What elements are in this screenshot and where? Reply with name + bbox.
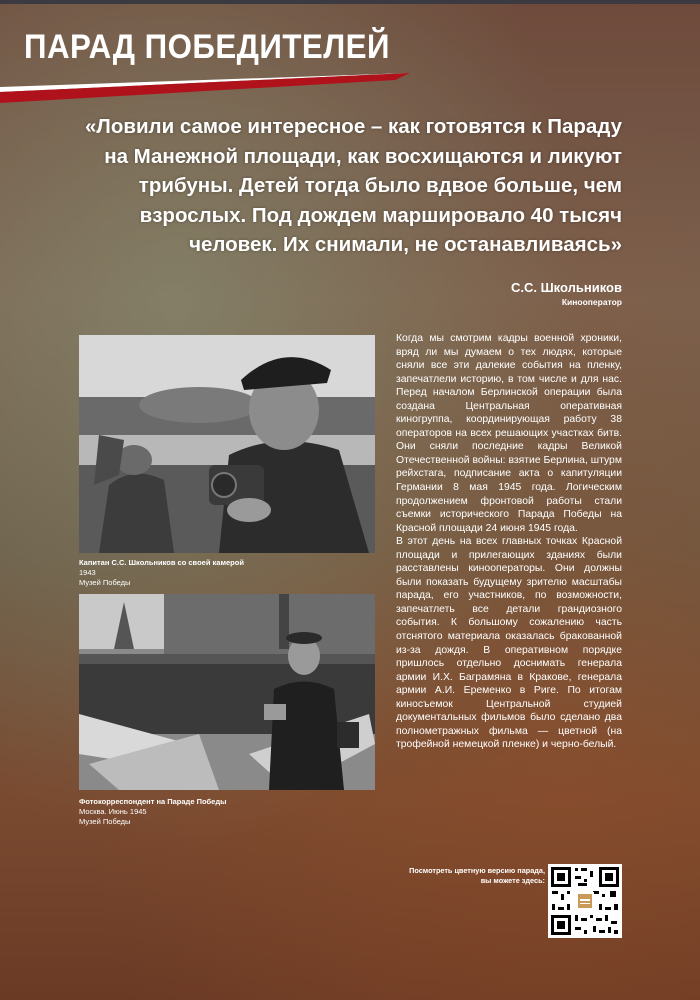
author-role: Кинооператор bbox=[561, 297, 622, 307]
quote-author bbox=[511, 280, 622, 307]
qr-code-icon bbox=[548, 864, 622, 938]
page-title: ПАРАД ПОБЕДИТЕЛЕЙ bbox=[24, 28, 390, 66]
top-border bbox=[0, 0, 700, 4]
decorative-stripes bbox=[0, 70, 420, 110]
caption-title: Капитан С.С. Школьников со своей камерой bbox=[79, 558, 244, 567]
photo-caption-1 bbox=[79, 558, 359, 588]
author-name: С.С. Школьников bbox=[511, 280, 622, 295]
photo-cameraman bbox=[79, 335, 375, 553]
article-paragraph: В этот день на всех главных точках Красной площади и прилегающих зданиях были расставлены кинооператоры. Они должны были показать будущему зрителю масштабы парада, его участников, по возможности, запечатлеть все детали грандиозного события. К большому сожалению часть отснятого материала оказалась бракованной из-за дождя. В оперативном порядке пришлось отдельно доснимать генерала армии И.Х. Баграмяна в Кракове, генерала армии А.И. Еременко в Риге. По итогам киносъемок Центральной студией документальных фильмов было сделано два полнометражных фильма — цветной (на трофейной немецкой пленке) и черно-белый. bbox=[396, 536, 622, 751]
photo-parade-correspondent bbox=[79, 594, 375, 790]
quote-text: «Ловили самое интересное – как готовятся к Параду на Манежной площади, как восхищаются и ликуют трибуны. Детей тогда было вдвое больше, чем взрослых. Под дождем маршировало 40 тысяч человек. Их снимали, не останавливаясь» bbox=[85, 115, 622, 256]
qr-label: Посмотреть цветную версию парада, вы можете здесь: bbox=[409, 866, 545, 885]
caption-source: Музей Победы bbox=[79, 578, 131, 587]
caption-title: Фотокорреспондент на Параде Победы bbox=[79, 797, 227, 806]
caption-place: Москва. Июнь 1945 bbox=[79, 807, 147, 816]
article-paragraph: Когда мы смотрим кадры военной хроники, вряд ли мы думаем о тех людях, которые сняли все эти далекие события на пленку, запечатлели историю, в том числе и для нас. Перед началом Берлинской операции была создана Центральная оперативная киногруппа, координирующая работу 38 операторов на всех решающих участках битв. Они сняли последние кадры Великой Отечественной войны: взятие Берлина, штурм рейхстага, подписание акта о капитуляции Германии 8 мая 1945 года. Логическим продолжением фронтовой работы стали съемки исторического Парада Победы на Красной площади 24 июня 1945 года. bbox=[396, 333, 622, 534]
photo-caption-2 bbox=[79, 797, 359, 827]
article-body bbox=[396, 332, 622, 752]
caption-source: Музей Победы bbox=[79, 817, 131, 826]
qr-code[interactable] bbox=[548, 864, 622, 938]
caption-year: 1943 bbox=[79, 568, 96, 577]
